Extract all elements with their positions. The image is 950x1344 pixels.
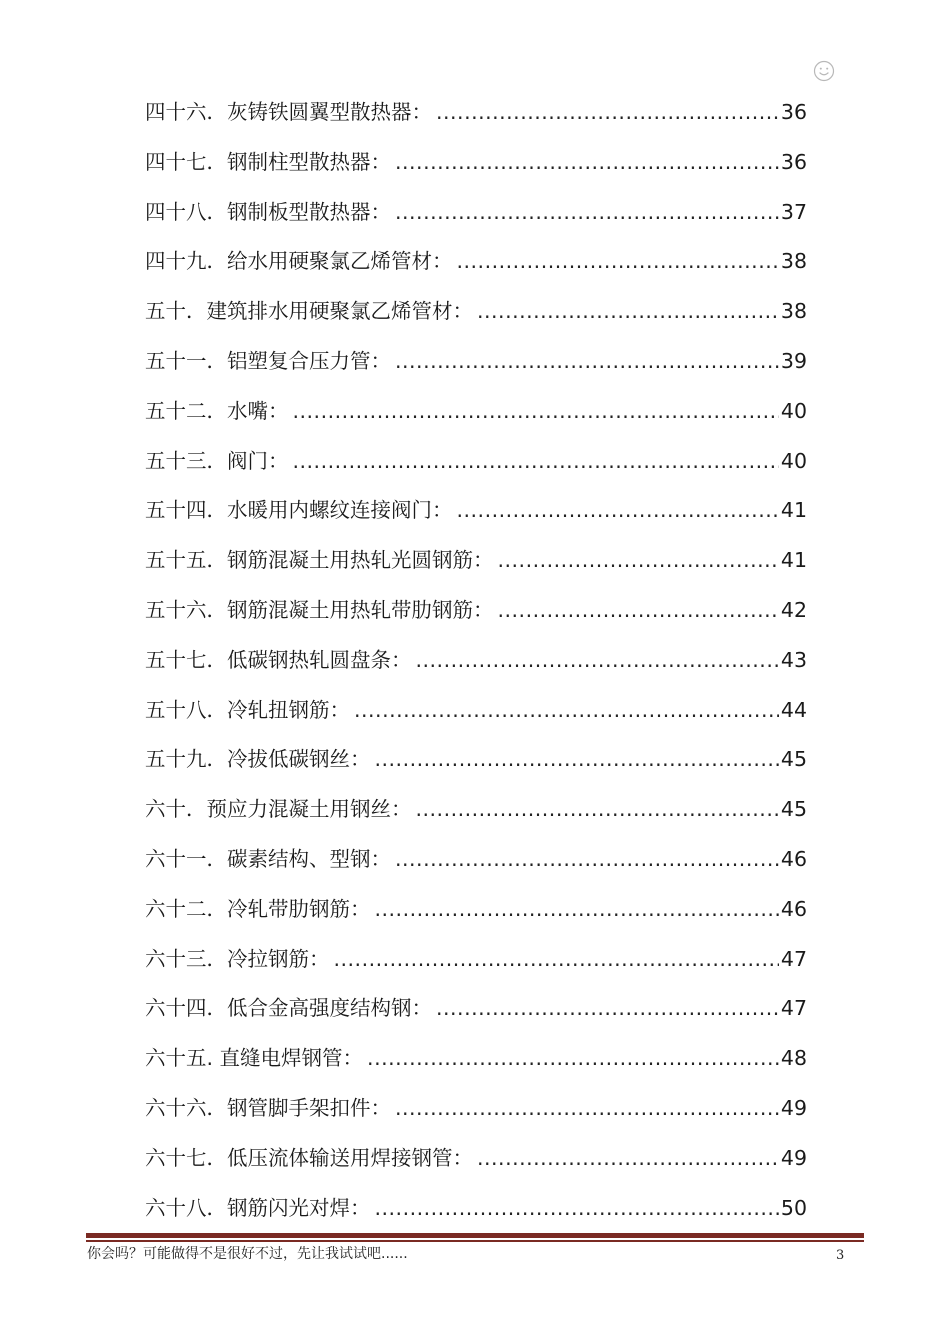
toc-entry[interactable] xyxy=(145,188,807,238)
toc-entry[interactable] xyxy=(145,486,807,536)
dot-leader xyxy=(375,885,779,935)
toc-entry[interactable] xyxy=(145,935,807,985)
toc-entry-label: 五十一．铝塑复合压力管： xyxy=(145,348,391,373)
dot-leader xyxy=(367,1034,779,1084)
toc-entry-label: 五十九．冷拔低碳钢丝： xyxy=(145,747,371,772)
toc-entry[interactable] xyxy=(145,138,807,188)
dot-leader xyxy=(395,1084,779,1134)
toc-entry[interactable] xyxy=(145,536,807,586)
toc-entry-label: 六十三．冷拉钢筋： xyxy=(145,946,330,971)
toc-entry-label: 六十五. 直缝电焊钢管： xyxy=(145,1046,364,1071)
toc-entry[interactable] xyxy=(145,686,807,736)
toc-entry-page: 44 xyxy=(780,697,807,722)
dot-leader xyxy=(416,785,779,835)
smiley-icon xyxy=(813,60,835,82)
toc-entry-label: 六十六．钢管脚手架扣件： xyxy=(145,1095,391,1120)
toc-entry-label: 六十．预应力混凝土用钢丝： xyxy=(145,797,412,822)
dot-leader xyxy=(498,536,779,586)
toc-entry-label: 六十二．冷轧带肋钢筋： xyxy=(145,896,371,921)
toc-entry-label: 五十．建筑排水用硬聚氯乙烯管材： xyxy=(145,299,473,324)
toc-entry[interactable] xyxy=(145,785,807,835)
toc-entry-page: 49 xyxy=(780,1145,807,1170)
toc-entry-label: 五十四．水暖用内螺纹连接阀门： xyxy=(145,498,453,523)
dot-leader xyxy=(354,686,779,736)
dot-leader xyxy=(457,237,779,287)
toc-entry-page: 40 xyxy=(780,398,807,423)
page-number: 3 xyxy=(836,1248,845,1263)
dot-leader xyxy=(375,735,779,785)
toc-entry-page: 41 xyxy=(780,498,807,523)
dot-leader xyxy=(395,337,779,387)
footer-text: 你会吗？可能做得不是很好不过，先让我试试吧...... xyxy=(87,1246,408,1262)
toc-entry-label: 四十六．灰铸铁圆翼型散热器： xyxy=(145,100,432,124)
dot-leader xyxy=(395,138,779,188)
dot-leader xyxy=(334,935,779,985)
toc-entry[interactable] xyxy=(145,1034,807,1084)
toc-entry-page: 42 xyxy=(780,597,807,622)
toc-entry-label: 四十八．钢制板型散热器： xyxy=(145,199,391,224)
dot-leader xyxy=(395,188,779,238)
toc-entry[interactable] xyxy=(145,387,807,437)
dot-leader xyxy=(498,586,779,636)
toc-entry-label: 六十七．低压流体输送用焊接钢管： xyxy=(145,1145,473,1170)
dot-leader xyxy=(395,835,779,885)
toc-entry-label: 六十一．碳素结构、型钢： xyxy=(145,846,391,871)
toc-entry-page: 36 xyxy=(780,100,807,124)
toc-entry-label: 五十六．钢筋混凝土用热轧带肋钢筋： xyxy=(145,597,494,622)
dot-leader xyxy=(436,88,779,138)
toc-entry-label: 四十九．给水用硬聚氯乙烯管材： xyxy=(145,249,453,274)
toc-entry-page: 50 xyxy=(780,1195,807,1220)
toc-entry-label: 六十八．钢筋闪光对焊： xyxy=(145,1195,371,1220)
footer-divider-thin xyxy=(86,1240,864,1242)
toc-entry-page: 37 xyxy=(780,199,807,224)
table-of-contents xyxy=(145,88,807,1233)
toc-entry[interactable] xyxy=(145,835,807,885)
toc-entry[interactable] xyxy=(145,237,807,287)
toc-entry-label: 五十七．低碳钢热轧圆盘条： xyxy=(145,647,412,672)
dot-leader xyxy=(477,287,779,337)
toc-entry-label: 六十四．低合金高强度结构钢： xyxy=(145,996,432,1021)
dot-leader xyxy=(436,984,779,1034)
toc-entry[interactable] xyxy=(145,586,807,636)
toc-entry[interactable] xyxy=(145,984,807,1034)
toc-entry-label: 五十八．冷轧扭钢筋： xyxy=(145,697,350,722)
footer-divider xyxy=(86,1233,864,1238)
dot-leader xyxy=(457,486,779,536)
toc-entry-page: 38 xyxy=(780,299,807,324)
toc-entry[interactable] xyxy=(145,1184,807,1234)
toc-entry-page: 48 xyxy=(780,1046,807,1071)
dot-leader xyxy=(416,636,779,686)
toc-entry[interactable] xyxy=(145,885,807,935)
toc-entry-page: 46 xyxy=(780,896,807,921)
toc-entry-page: 47 xyxy=(780,996,807,1021)
toc-entry[interactable] xyxy=(145,1084,807,1134)
dot-leader xyxy=(293,437,779,487)
toc-entry[interactable] xyxy=(145,636,807,686)
toc-entry[interactable] xyxy=(145,88,807,138)
toc-entry-page: 47 xyxy=(780,946,807,971)
toc-entry-page: 49 xyxy=(780,1095,807,1120)
toc-entry-page: 39 xyxy=(780,348,807,373)
toc-entry[interactable] xyxy=(145,1134,807,1184)
toc-entry-page: 41 xyxy=(780,548,807,573)
dot-leader xyxy=(477,1134,779,1184)
toc-entry[interactable] xyxy=(145,735,807,785)
toc-entry[interactable] xyxy=(145,437,807,487)
toc-entry[interactable] xyxy=(145,287,807,337)
toc-entry[interactable] xyxy=(145,337,807,387)
toc-entry-page: 38 xyxy=(780,249,807,274)
toc-entry-label: 五十二．水嘴： xyxy=(145,398,289,423)
toc-entry-page: 45 xyxy=(780,797,807,822)
toc-entry-page: 45 xyxy=(780,747,807,772)
toc-entry-label: 五十三．阀门： xyxy=(145,448,289,473)
toc-entry-page: 40 xyxy=(780,448,807,473)
toc-entry-page: 36 xyxy=(780,149,807,174)
dot-leader xyxy=(293,387,779,437)
toc-entry-label: 五十五．钢筋混凝土用热轧光圆钢筋： xyxy=(145,548,494,573)
toc-entry-page: 46 xyxy=(780,846,807,871)
toc-entry-label: 四十七．钢制柱型散热器： xyxy=(145,149,391,174)
toc-entry-page: 43 xyxy=(780,647,807,672)
dot-leader xyxy=(375,1184,779,1234)
